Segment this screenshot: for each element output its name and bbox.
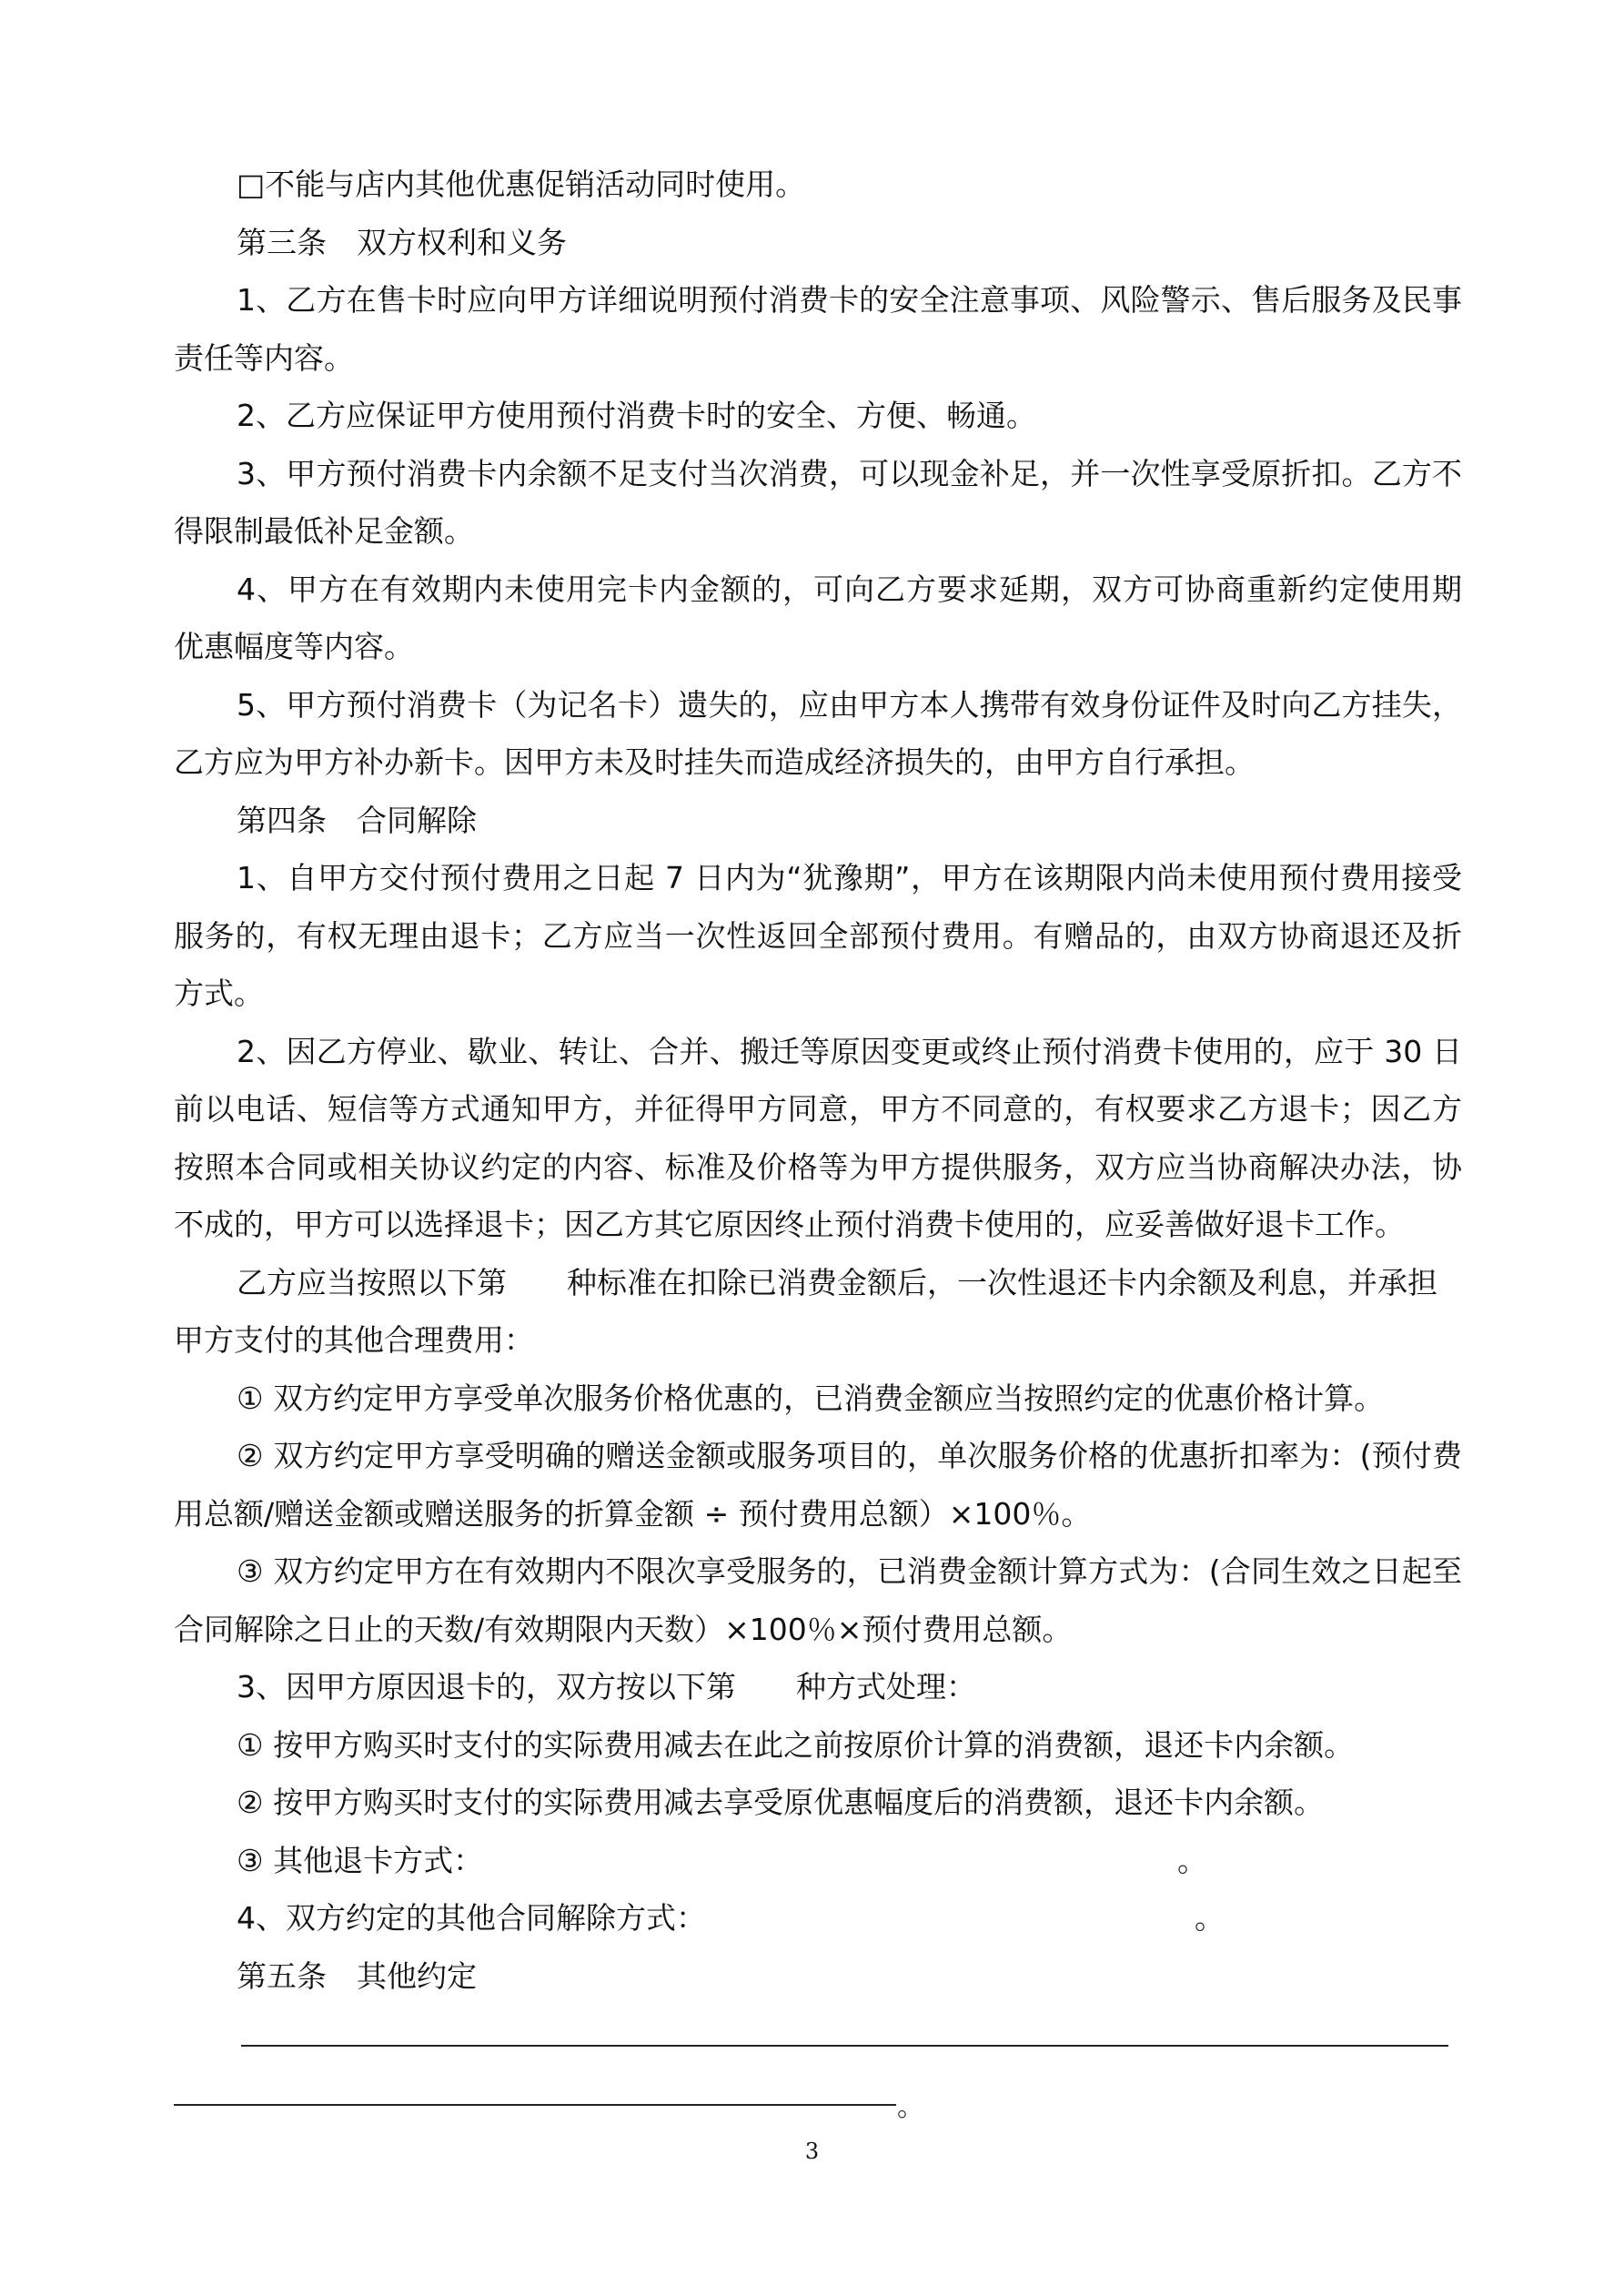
line-end-period: 。 [1195,1900,1225,1936]
text-line [174,1947,1462,2006]
line-text: ② 双方约定甲方享受明确的赠送金额或服务项目的，单次服务价格的优惠折扣率为：(预付费 [237,1438,1462,1473]
line-text: ③ 其他退卡方式： [237,1842,484,1878]
line-text-after-blank: 种方式处理： [796,1669,976,1704]
line-text: 得限制最低补足金额。 [174,513,474,549]
line-text: 第四条 合同解除 [237,802,477,838]
text-line [174,561,1462,619]
line-text: 合同解除之日止的天数/有效期限内天数）×100％×预付费用总额。 [174,1611,1073,1647]
text-line [174,502,1462,561]
text-line [174,1601,1462,1659]
text-line [174,1196,1462,1254]
line-text-after-blank: 种标准在扣除已消费金额后，一次性退还卡内余额及利息，并承担 [567,1264,1437,1300]
line-text: ① 双方约定甲方享受单次服务价格优惠的，已消费金额应当按照约定的优惠价格计算。 [237,1380,1385,1416]
line-text: 3、因甲方原因退卡的，双方按以下第 [237,1669,736,1704]
line-text: 按照本合同或相关协议约定的内容、标准及价格等为甲方提供服务，双方应当协商解决办法，协 [174,1148,1462,1185]
text-line [174,1542,1462,1601]
document-body [174,156,1462,2005]
text-line [174,1832,1462,1890]
line-text: ① 按甲方购买时支付的实际费用减去在此之前按原价计算的消费额，退还卡内余额。 [237,1726,1355,1763]
text-line [174,907,1462,966]
line-text: 4、双方约定的其他合同解除方式： [237,1900,706,1936]
line-text: 不成的，甲方可以选择退卡；因乙方其它原因终止预付消费卡使用的，应妥善做好退卡工作。 [174,1207,1405,1242]
line-text: ③ 双方约定甲方在有效期内不限次享受服务的，已消费金额计算方式为：(合同生效之日起至 [237,1553,1462,1589]
text-line [174,214,1462,272]
page-number: 3 [804,2139,820,2164]
text-line [174,1254,1462,1312]
line-text: ② 按甲方购买时支付的实际费用减去享受原优惠幅度后的消费额，退还卡内余额。 [237,1785,1325,1820]
text-line [174,792,1462,850]
text-line [174,387,1462,445]
text-line [174,271,1462,329]
text-line [174,849,1462,907]
closing-period: 。 [897,2091,924,2123]
text-line [174,1080,1462,1138]
line-text: 2、乙方应保证甲方使用预付消费卡时的安全、方便、畅通。 [237,398,1036,433]
line-end-period: 。 [1177,1842,1207,1878]
line-text: 用总额/赠送金额或赠送服务的折算金额 ÷ 预付费用总额）×100％。 [174,1495,1092,1532]
text-line [174,676,1462,734]
line-text: 1、自甲方交付预付费用之日起 7 日内为“犹豫期”，甲方在该期限内尚未使用预付费用接受 [237,860,1462,895]
line-text: 优惠幅度等内容。 [174,629,414,664]
line-text: 2、因乙方停业、歇业、转让、合并、搬迁等原因变更或终止预付消费卡使用的，应于 30 日 [237,1033,1462,1069]
line-text: 3、甲方预付消费卡内余额不足支付当次消费，可以现金补足，并一次性享受原折扣。乙方不 [237,455,1462,491]
text-line [174,156,1462,214]
text-line [174,1427,1462,1485]
line-text: 责任等内容。 [174,339,354,376]
text-line [174,1716,1462,1775]
text-line [174,1023,1462,1081]
line-text: 方式。 [174,976,264,1011]
text-line [174,618,1462,676]
text-line [174,445,1462,503]
line-text: 服务的，有权无理由退卡；乙方应当一次性返回全部预付费用。有赠品的，由双方协商退还及折 [174,917,1462,954]
text-line [174,1889,1462,1947]
text-line [174,1311,1462,1370]
text-line [174,1485,1462,1543]
line-text: 第五条 其他约定 [237,1957,477,1994]
text-line [174,329,1462,388]
fill-in-line [241,2045,1448,2047]
line-text: 乙方应当按照以下第 [237,1264,507,1300]
line-text: 1、乙方在售卡时应向甲方详细说明预付消费卡的安全注意事项、风险警示、售后服务及民事 [237,282,1462,318]
text-line [174,733,1462,792]
text-line [174,1774,1462,1832]
line-text: □不能与店内其他优惠促销活动同时使用。 [237,167,806,202]
fill-in-line [174,2104,896,2106]
text-line [174,1138,1462,1197]
line-text: 乙方应为甲方补办新卡。因甲方未及时挂失而造成经济损失的，由甲方自行承担。 [174,744,1255,780]
line-text: 5、甲方预付消费卡（为记名卡）遗失的，应由甲方本人携带有效身份证件及时向乙方挂失， [237,686,1462,723]
line-text: 4、甲方在有效期内未使用完卡内金额的，可向乙方要求延期，双方可协商重新约定使用期 [237,571,1462,607]
line-text: 前以电话、短信等方式通知甲方，并征得甲方同意，甲方不同意的，有权要求乙方退卡；因乙方 [174,1091,1462,1127]
line-text: 第三条 双方权利和义务 [237,224,567,260]
text-line [174,1370,1462,1428]
line-text: 甲方支付的其他合理费用： [174,1322,534,1358]
text-line [174,1658,1462,1716]
text-line [174,965,1462,1023]
